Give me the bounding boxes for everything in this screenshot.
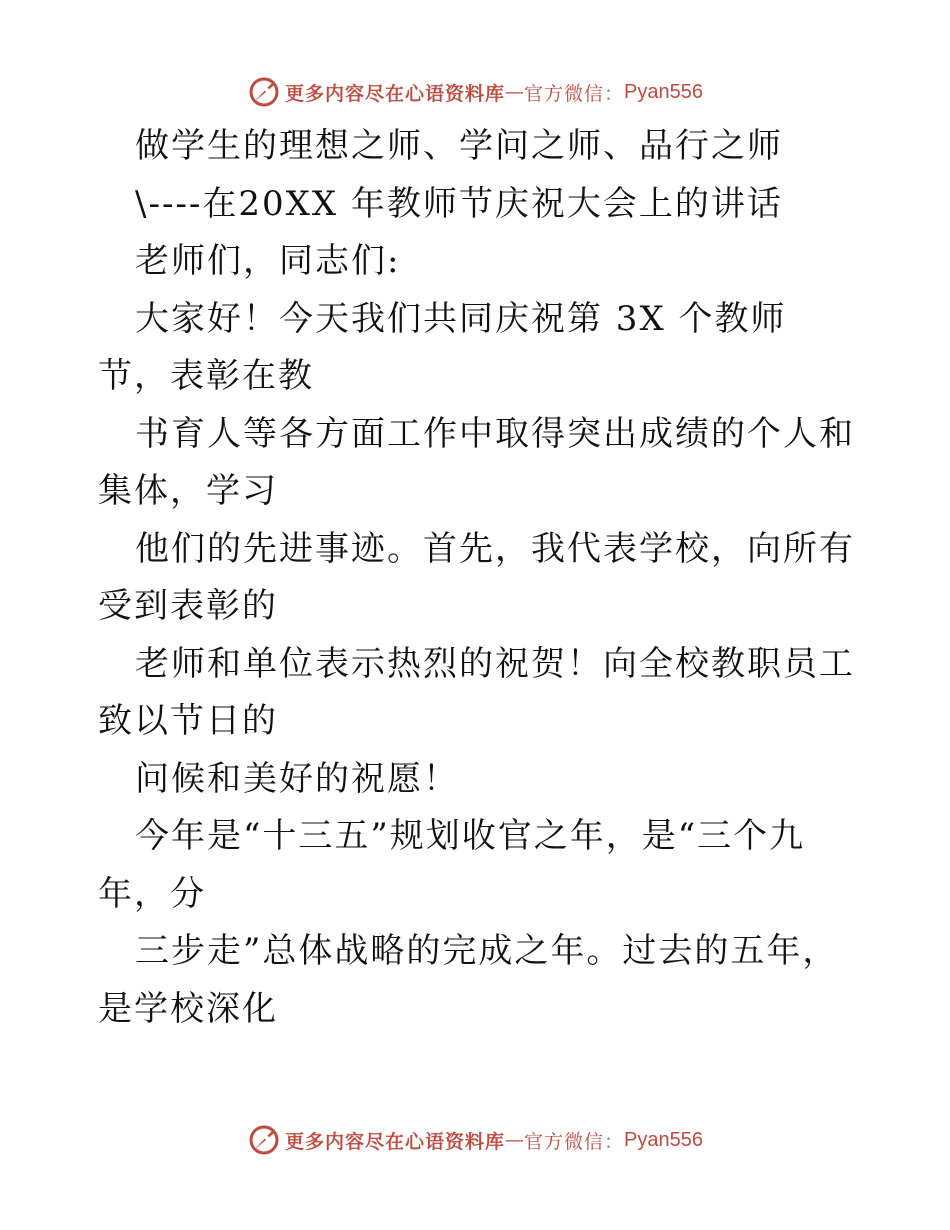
paragraph: 问候和美好的祝愿！: [135, 758, 459, 799]
banner-slogan: 更多内容尽在心语资料库: [285, 82, 506, 105]
paragraph: 老师和单位表示热烈的祝贺！向全校教职员工致以节日的: [98, 643, 855, 741]
banner-slogan: 更多内容尽在心语资料库: [285, 1130, 506, 1153]
document-subtitle: \----在20XX 年教师节庆祝大会上的讲话: [135, 183, 783, 224]
banner-wechat-label: 官方微信：: [524, 1130, 625, 1153]
quill-pen-logo-icon: [247, 75, 281, 109]
document-title: 做学生的理想之师、学问之师、品行之师: [135, 126, 783, 166]
banner-separator: —: [505, 1129, 525, 1151]
document-body: [98, 118, 858, 1038]
paragraph: 今年是“十三五”规划收官之年，是“三个九年，分: [98, 816, 806, 914]
greeting: 老师们，同志们:: [135, 241, 401, 281]
paragraph: 书育人等各方面工作中取得突出成绩的个人和集体，学习: [98, 413, 855, 511]
paragraph: 他们的先进事迹。首先，我代表学校，向所有受到表彰的: [98, 528, 855, 626]
banner-wechat-label: 官方微信：: [524, 82, 625, 105]
banner-separator: —: [505, 81, 525, 103]
paragraph: 三步走”总体战略的完成之年。过去的五年，是学校深化: [98, 931, 839, 1029]
banner-wechat-id: Pyan556: [624, 80, 703, 103]
header-banner: [0, 72, 950, 112]
quill-pen-logo-icon: [247, 1123, 281, 1157]
footer-banner: [0, 1120, 950, 1160]
banner-wechat-id: Pyan556: [624, 1128, 703, 1151]
paragraph: 大家好！今天我们共同庆祝第 3X 个教师节，表彰在教: [98, 298, 787, 396]
